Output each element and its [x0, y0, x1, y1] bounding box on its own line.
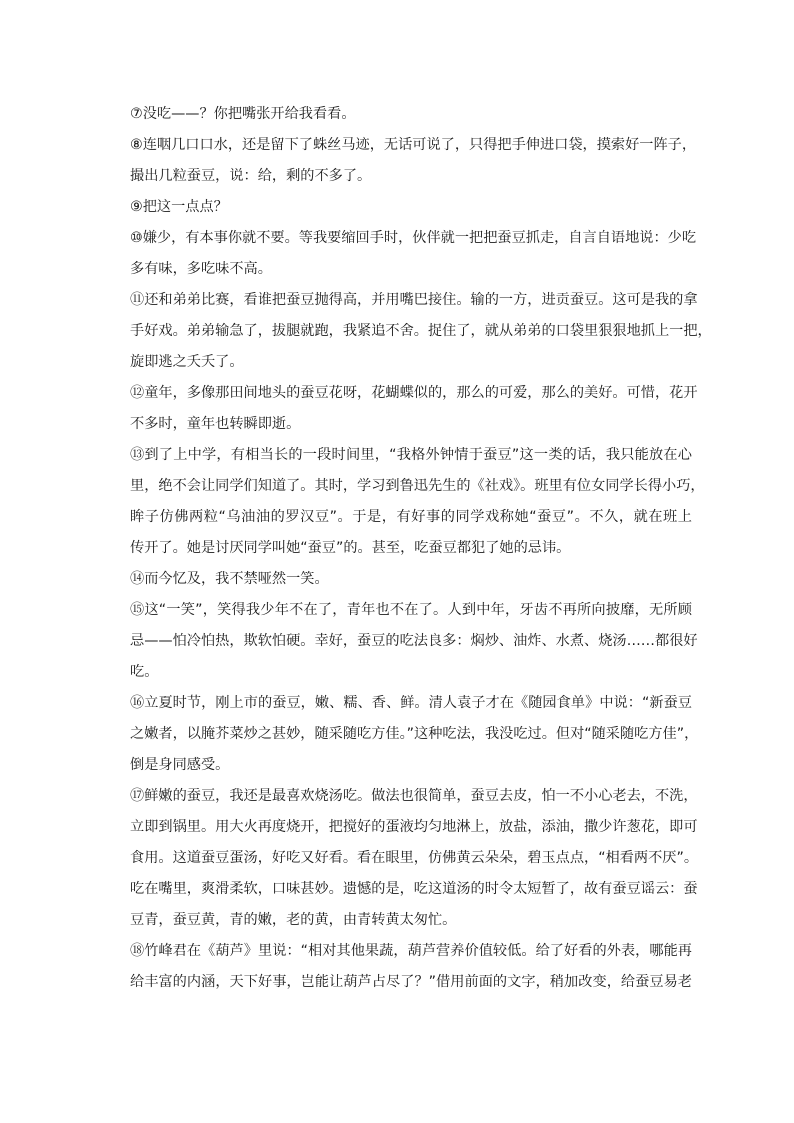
text-line: 之嫩者，以腌芥菜炒之甚妙，随采随吃方佳。”这种吃法，我没吃过。但对“随采随吃方佳”，	[130, 726, 699, 742]
paragraph-16	[130, 688, 699, 781]
article-body	[130, 99, 712, 998]
paragraph-15	[130, 595, 698, 688]
paragraph-12	[130, 378, 698, 440]
text-line: ⑦没吃——？你把嘴张开给我看看。	[130, 106, 356, 122]
text-line: 不多时，童年也转瞬即逝。	[130, 416, 301, 432]
paragraph-9	[130, 192, 692, 223]
text-line: 吃。	[130, 664, 159, 680]
text-line: 旋即逃之夭夭了。	[130, 354, 244, 370]
text-line: 手好戏。弟弟输急了，拔腿就跑，我紧追不舍。捉住了，就从弟弟的口袋里狠狠地抓上一把，	[130, 323, 712, 339]
text-line: 眸子仿佛两粒“乌油油的罗汉豆”。于是，有好事的同学戏称她“蚕豆”。不久，就在班上	[130, 509, 692, 525]
text-line: ⑬到了上中学，有相当长的一段时间里，“我格外钟情于蚕豆”这一类的话，我只能放在心	[130, 447, 692, 463]
paragraph-13	[130, 440, 705, 564]
text-line: ⑰鲜嫩的蚕豆，我还是最喜欢烧汤吃。做法也很简单，蚕豆去皮，怕一不小心老去，不洗，	[130, 788, 698, 804]
text-line: 忌——怕冷怕热，欺软怕硬。幸好，蚕豆的吃法良多：焖炒、油炸、水煮、烧汤……都很好	[130, 633, 698, 649]
text-line: ⑨把这一点点？	[130, 199, 228, 215]
paragraph-17	[130, 781, 699, 936]
text-line: 立即到锅里。用大火再度烧开，把搅好的蛋液均匀地淋上，放盐，添油，撒少许葱花，即可	[130, 819, 698, 835]
text-line: 吃在嘴里，爽滑柔软，口味甚妙。遗憾的是，吃这道汤的时令太短暂了，故有蚕豆谣云：蚕	[130, 881, 698, 897]
text-line: 多有味，多吃味不高。	[130, 261, 272, 277]
paragraph-18	[130, 936, 692, 998]
text-line: 撮出几粒蚕豆，说：给，剩的不多了。	[130, 168, 372, 184]
text-line: ⑫童年，多像那田间地头的蚕豆花呀，花蝴蝶似的，那么的可爱，那么的美好。可惜，花开	[130, 385, 698, 401]
text-line: ⑱竹峰君在《葫芦》里说：“相对其他果蔬，葫芦营养价值较低。给了好看的外表，哪能再	[130, 943, 692, 959]
text-line: 里，绝不会让同学们知道了。其时，学习到鲁迅先生的《社戏》。班里有位女同学长得小巧，	[130, 478, 705, 494]
text-line: 豆青，蚕豆黄，青的嫩，老的黄，由青转黄太匆忙。	[130, 912, 457, 928]
text-line: 传开了。她是讨厌同学叫她“蚕豆”的。甚至，吃蚕豆都犯了她的忌讳。	[130, 540, 571, 556]
text-line: ⑯立夏时节，刚上市的蚕豆，嫩、糯、香、鲜。清人袁子才在《随园食单》中说：“新蚕豆	[130, 695, 692, 711]
paragraph-10	[130, 223, 697, 285]
text-line: 倒是身同感受。	[130, 757, 230, 773]
text-line: ⑩嫌少，有本事你就不要。等我要缩回手时，伙伴就一把把蚕豆抓走，自言自语地说：少吃	[130, 230, 697, 246]
paragraph-11	[130, 285, 712, 378]
text-line: 给丰富的内涵，天下好事，岂能让葫芦占尽了？”借用前面的文字，稍加改变，给蚕豆易老	[130, 974, 692, 990]
paragraph-7	[130, 99, 692, 130]
paragraph-8	[130, 130, 697, 192]
text-line: ⑪还和弟弟比赛，看谁把蚕豆抛得高，并用嘴巴接住。输的一方，进贡蚕豆。这可是我的拿	[130, 292, 698, 308]
text-line: ⑭而今忆及，我不禁哑然一笑。	[130, 571, 329, 587]
text-line: 食用。这道蚕豆蛋汤，好吃又好看。看在眼里，仿佛黄云朵朵，碧玉点点，“相看两不厌”。	[130, 850, 699, 866]
text-line: ⑮这“一笑”，笑得我少年不在了，青年也不在了。人到中年，牙齿不再所向披靡，无所顾	[130, 602, 692, 618]
paragraph-14	[130, 564, 692, 595]
text-line: ⑧连咽几口口水，还是留下了蛛丝马迹，无话可说了，只得把手伸进口袋，摸索好一阵子，	[130, 137, 697, 153]
